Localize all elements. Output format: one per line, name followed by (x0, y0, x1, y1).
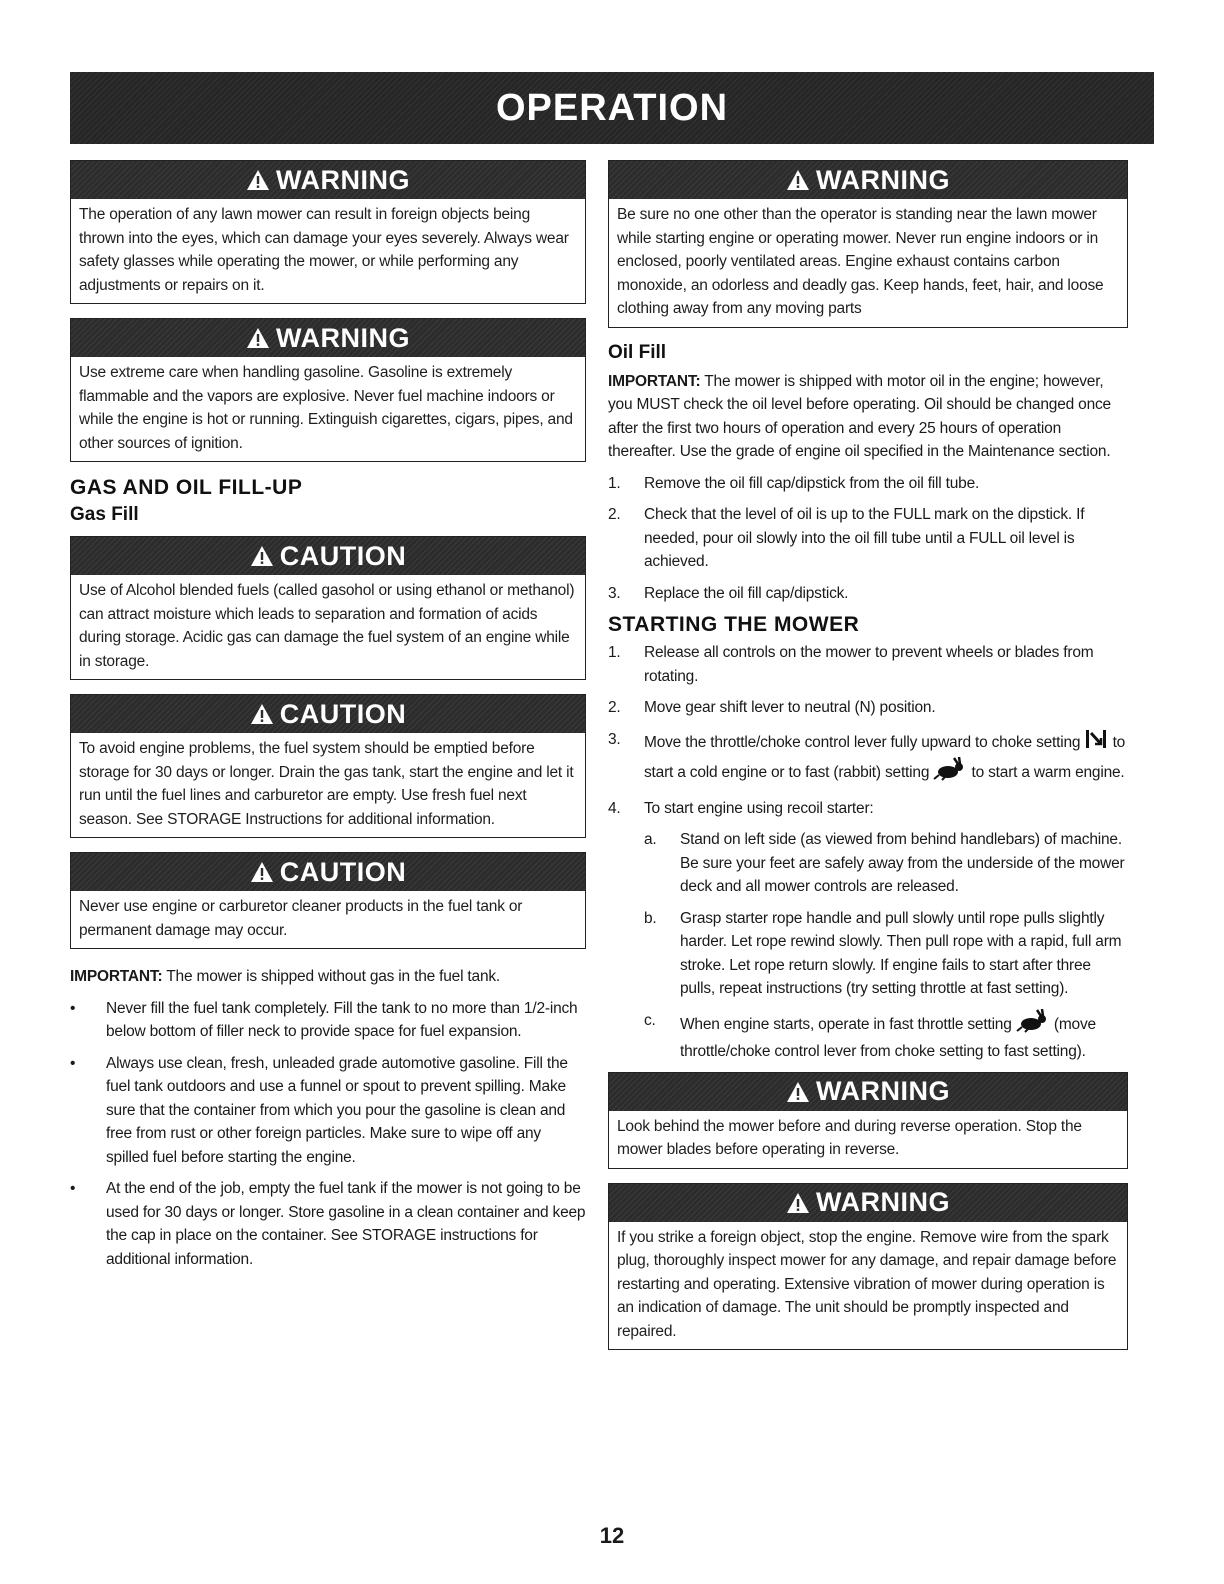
caution-title: CAUTION (279, 856, 407, 887)
warning-triangle-icon (786, 1192, 810, 1214)
warning-header (71, 161, 585, 199)
list-item: 2. Move gear shift lever to neutral (N) position. (608, 699, 936, 716)
caution-box-storage (70, 694, 586, 838)
warning-title: WARNING (276, 164, 410, 195)
warning-box-foreign-object (608, 1183, 1128, 1351)
warning-box-bystanders (608, 160, 1128, 328)
warning-triangle-icon (246, 169, 270, 191)
list-item: 3. Move the throttle/choke control lever fully upward to choke setting to start a cold engine or to fast (rabbit) setting to start a warm engine. (608, 728, 1128, 789)
warning-text: If you strike a foreign object, stop the engine. Remove wire from the spark plug, thoroughly inspect mower for any damage, and repair damage before restarting and operating. Extensive vibration of mower during operation is an indication of damage. The unit should be promptly inspected and repaired. (617, 1228, 1117, 1340)
warning-header (71, 319, 585, 357)
warning-box-reverse (608, 1072, 1128, 1169)
recoil-starter-substeps (608, 828, 1128, 1064)
section-heading-starting: STARTING THE MOWER (608, 613, 860, 636)
caution-title: CAUTION (279, 540, 407, 571)
warning-text: Use extreme care when handling gasoline. Gasoline is extremely flammable and the vapors are explosive. Never fuel machine indoors or while the engine is hot or running. Extinguish cigarettes, cigars, pipes, and other sources of ignition. (79, 364, 573, 452)
list-item: a. Stand on left side (as viewed from behind handlebars) of machine. Be sure your feet are safely away from the underside of the mower deck and all mower controls are released. (644, 831, 1125, 895)
warning-triangle-icon (250, 861, 274, 883)
important-text: The mower is shipped with motor oil in the engine; however, you MUST check the oil level before operating. Oil should be changed once after the first two hours of operation and every 25 hours of operation thereafter. Use the grade of engine oil specified in the Maintenance section. (608, 372, 1111, 460)
caution-text: To avoid engine problems, the fuel system should be emptied before storage for 30 days or longer. Drain the gas tank, start the engine and let it run until the fuel lines and carburetor are empty. Use fresh fuel next season. See STORAGE Instructions for additional information. (79, 740, 574, 828)
warning-text: The operation of any lawn mower can result in foreign objects being thrown into the eyes, which can damage your eyes severely. Always wear safety glasses while operating the mower, or while performing any adjustments or repairs on it. (79, 206, 569, 294)
list-item: 3. Replace the oil fill cap/dipstick. (608, 584, 849, 602)
warning-triangle-icon (786, 1081, 810, 1103)
caution-header (71, 853, 585, 891)
right-column (608, 160, 1128, 1364)
left-column (70, 160, 586, 1279)
warning-box-eyes (70, 160, 586, 304)
warning-header (609, 161, 1127, 199)
list-item: • At the end of the job, empty the fuel tank if the mower is not going to be used for 30 days or longer. Store gasoline in a clean container and keep the cap in place on the container. See STORAGE instructions for additional information. (70, 1177, 586, 1271)
warning-text: Look behind the mower before and during reverse operation. Stop the mower blades before operating in reverse. (617, 1117, 1082, 1158)
caution-text: Never use engine or carburetor cleaner products in the fuel tank or permanent damage may occur. (79, 898, 523, 939)
warning-triangle-icon (246, 327, 270, 349)
important-label: IMPORTANT: (70, 968, 163, 985)
caution-box-alcohol (70, 536, 586, 680)
fast-rabbit-icon (933, 757, 967, 789)
subsection-heading-gas-fill: Gas Fill (70, 504, 139, 525)
warning-title: WARNING (816, 164, 950, 195)
list-item: 1. Release all controls on the mower to prevent wheels or blades from rotating. (608, 644, 1094, 685)
warning-title: WARNING (816, 1187, 950, 1217)
list-item: c. When engine starts, operate in fast throttle setting (move throttle/choke control lever from choke setting to fast setting). (608, 1009, 1128, 1064)
starting-steps (608, 641, 1128, 820)
warning-title: WARNING (276, 322, 410, 353)
caution-box-cleaner (70, 852, 586, 949)
caution-title: CAUTION (279, 698, 407, 729)
bullet-marker: • (70, 1180, 76, 1197)
section-heading-gas-oil: GAS AND OIL FILL-UP (70, 476, 303, 499)
important-text: The mower is shipped without gas in the fuel tank. (166, 968, 501, 985)
caution-text: Use of Alcohol blended fuels (called gasohol or using ethanol or methanol) can attract moisture which leads to separation and formation of acids during storage. Acidic gas can damage the fuel system of an engine while in storage. (79, 582, 575, 670)
oil-fill-steps (608, 472, 1128, 606)
list-item: • Always use clean, fresh, unleaded grade automotive gasoline. Fill the fuel tank outdoors and use a funnel or spout to prevent spilling. Make sure that the container from which you pour the gasoline is clean and free from rust or other foreign particles. Make sure to wipe off any spilled fuel before starting the engine. (70, 1052, 586, 1170)
bullet-marker: • (70, 1054, 76, 1072)
warning-header (609, 1073, 1127, 1111)
important-note-gas (70, 965, 586, 989)
page-number: 12 (599, 1523, 625, 1548)
list-item: b. Grasp starter rope handle and pull slowly until rope pulls slightly harder. Let rope rewind slowly. Then pull rope with a rapid, full arm stroke. Let rope return slowly. If engine fails to start after three pulls, repeat instructions (try setting throttle at fast setting). (644, 909, 1122, 997)
caution-header (71, 537, 585, 575)
section-title: OPERATION (495, 86, 729, 129)
list-item: 1. Remove the oil fill cap/dipstick from the oil fill tube. (608, 474, 980, 492)
bullet-marker: • (70, 999, 76, 1017)
choke-icon (1084, 728, 1108, 758)
list-item: 4. To start engine using recoil starter: (608, 799, 874, 817)
warning-box-gasoline (70, 318, 586, 462)
subsection-heading-oil-fill: Oil Fill (608, 341, 667, 363)
warning-triangle-icon (250, 703, 274, 725)
fast-rabbit-icon (1016, 1009, 1050, 1041)
section-banner (70, 72, 1154, 144)
warning-title: WARNING (816, 1076, 950, 1106)
important-note-oil (608, 370, 1128, 464)
gas-fill-bullets (70, 997, 586, 1272)
caution-header (71, 695, 585, 733)
list-item: • Never fill the fuel tank completely. Fill the tank to no more than 1/2-inch below bottom of filler neck to provide space for fuel expansion. (70, 997, 586, 1044)
list-item: 2. Check that the level of oil is up to the FULL mark on the dipstick. If needed, pour oil slowly into the oil fill tube until a FULL oil level is achieved. (608, 506, 1085, 570)
warning-text: Be sure no one other than the operator is standing near the lawn mower while starting engine or operating mower. Never run engine indoors or in enclosed, poorly ventilated areas. Engine exhaust contains carbon monoxide, an odorless and deadly gas. Keep hands, feet, hair, and loose clothing away from any moving parts (617, 206, 1104, 317)
warning-header (609, 1184, 1127, 1222)
important-label: IMPORTANT: (608, 372, 701, 390)
warning-triangle-icon (786, 169, 810, 191)
warning-triangle-icon (250, 545, 274, 567)
